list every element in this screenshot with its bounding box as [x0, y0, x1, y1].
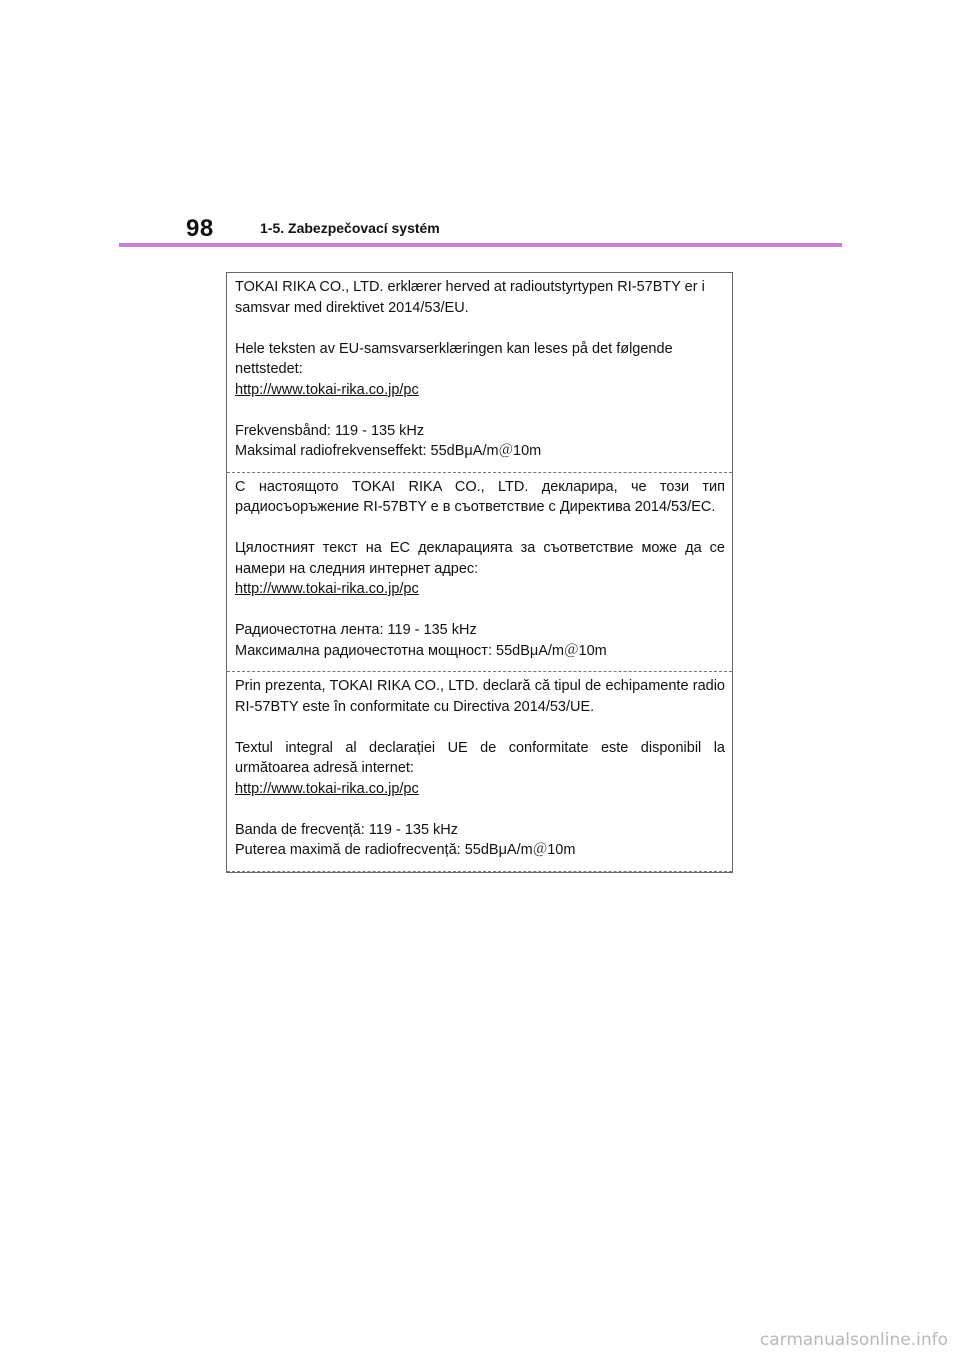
conformity-notice-box	[226, 272, 733, 873]
fulltext-intro: Hele teksten av EU-samsvarserklæringen kan leses på det følgende nettstedet:	[235, 340, 673, 377]
radio-specs	[235, 820, 725, 861]
site-watermark: carmanualsonline.info	[759, 1330, 948, 1350]
declaration-text: С настоящото TOKAI RIKA CO., LTD. декларира, че този тип радиосъоръжение RI-57BTY е в съответствие с Директива 2014/53/ЕС.	[235, 478, 725, 515]
radio-specs	[235, 421, 725, 462]
notice-section-romanian	[227, 672, 732, 872]
fulltext-intro: Цялостният текст на ЕС декларацията за съответствие може да се намери на следния интернет адрес:	[235, 540, 725, 577]
frequency-band: Frekvensbånd: 119 - 135 kHz	[235, 422, 425, 439]
frequency-band: Радиочестотна лента: 119 - 135 kHz	[235, 622, 477, 638]
max-power: Максимална радиочестотна мощност: 55dBμA/m＠10m	[235, 642, 607, 659]
page-header	[0, 0, 960, 250]
fulltext-intro: Textul integral al declarației UE de conformitate este disponibil la următoarea adresă internet:	[235, 739, 725, 776]
notice-section-norwegian	[227, 273, 732, 473]
frequency-band: Banda de frecvență: 119 - 135 kHz	[235, 821, 459, 838]
declaration-text: Prin prezenta, TOKAI RIKA CO., LTD. declară că tipul de echipamente radio RI-57BTY este în conformitate cu Directiva 2014/53/UE.	[235, 678, 725, 715]
declaration-link[interactable]: http://www.tokai-rika.co.jp/pc	[235, 581, 419, 597]
radio-specs	[235, 620, 725, 661]
page-number: 98	[186, 215, 214, 242]
notice-section-bulgarian	[227, 473, 732, 673]
max-power: Maksimal radiofrekvenseffekt: 55dBμA/m＠10m	[235, 443, 542, 459]
declaration-text: TOKAI RIKA CO., LTD. erklærer herved at radioutstyrtypen RI-57BTY er i samsvar med direktivet 2014/53/EU.	[235, 279, 705, 316]
declaration-link[interactable]: http://www.tokai-rika.co.jp/pc	[235, 780, 419, 797]
section-title: 1-5. Zabezpečovací systém	[260, 220, 440, 236]
fulltext-paragraph	[235, 538, 725, 600]
header-divider	[119, 243, 842, 247]
max-power: Puterea maximă de radiofrecvență: 55dBμA/m＠10m	[235, 842, 576, 858]
declaration-link[interactable]: http://www.tokai-rika.co.jp/pc	[235, 381, 419, 398]
fulltext-paragraph	[235, 339, 725, 401]
fulltext-paragraph	[235, 738, 725, 800]
